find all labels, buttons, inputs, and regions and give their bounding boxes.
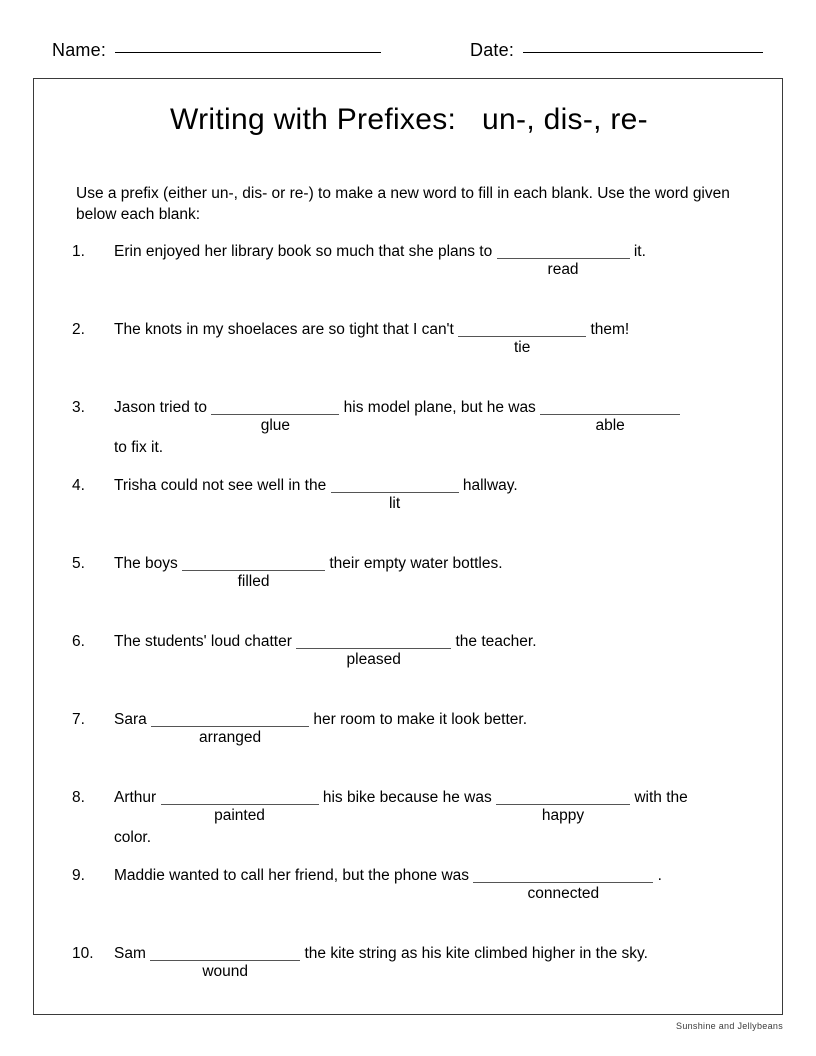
question-item: [34, 475, 784, 553]
answer-blank[interactable]: [473, 867, 653, 883]
question-item: [34, 241, 784, 319]
question-number: 1.: [72, 243, 85, 260]
hint-word: read: [547, 261, 579, 278]
answer-blank-group: [296, 631, 451, 668]
question-number: 7.: [72, 711, 85, 728]
question-item: [34, 709, 784, 787]
question-item: [34, 865, 784, 943]
question-line: [114, 867, 662, 902]
answer-blank-group: [182, 553, 325, 590]
question-text-after: .: [653, 867, 662, 884]
question-text-before: The students' loud chatter: [114, 633, 297, 650]
question-item: [34, 553, 784, 631]
hint-word: pleased: [346, 651, 401, 668]
date-label: Date:: [470, 40, 515, 60]
date-write-line[interactable]: [523, 52, 763, 53]
answer-blank-group-2: [496, 787, 630, 824]
question-text-after: his model plane, but he was: [339, 399, 541, 416]
question-body: [114, 709, 772, 746]
answer-blank[interactable]: [150, 945, 300, 961]
hint-word: arranged: [199, 729, 262, 746]
question-number: 10.: [72, 945, 94, 962]
answer-blank-group: [473, 865, 653, 902]
answer-blank-group: [497, 241, 630, 278]
question-item: [34, 787, 784, 865]
page-title: Writing with Prefixes: un-, dis-, re-: [170, 103, 648, 136]
hint-word: wound: [202, 963, 249, 980]
answer-blank[interactable]: [182, 555, 325, 571]
question-body: [114, 865, 772, 902]
answer-blank[interactable]: [211, 399, 339, 415]
question-line: [114, 711, 528, 746]
question-text-after: it.: [629, 243, 646, 260]
question-line: [114, 555, 503, 590]
answer-blank[interactable]: [540, 399, 680, 415]
name-label: Name:: [52, 40, 107, 60]
answer-blank-group: [150, 943, 300, 980]
question-body: [114, 943, 772, 980]
answer-blank[interactable]: [458, 321, 586, 337]
question-text-after: his bike because he was: [318, 789, 497, 806]
question-line: [114, 945, 648, 980]
question-text-before: The boys: [114, 555, 183, 572]
answer-blank[interactable]: [497, 243, 630, 259]
question-number: 2.: [72, 321, 85, 338]
question-text-before: Arthur: [114, 789, 161, 806]
answer-blank[interactable]: [296, 633, 451, 649]
question-item: [34, 631, 784, 709]
hint-word: lit: [388, 495, 401, 512]
question-text-after: her room to make it look better.: [309, 711, 528, 728]
hint-word: happy: [541, 807, 585, 824]
question-text-before: Jason tried to: [114, 399, 212, 416]
answer-blank-group: [211, 397, 339, 434]
question-text-before: Trisha could not see well in the: [114, 477, 331, 494]
question-item: [34, 319, 784, 397]
name-write-line[interactable]: [115, 52, 381, 53]
answer-blank-group: [458, 319, 586, 356]
question-line: [114, 243, 646, 278]
answer-blank-group: [331, 475, 459, 512]
hint-word: painted: [214, 807, 265, 824]
answer-blank[interactable]: [161, 789, 319, 805]
answer-blank[interactable]: [331, 477, 459, 493]
question-text-after: the teacher.: [451, 633, 537, 650]
question-text-before: Erin enjoyed her library book so much that she plans to: [114, 243, 497, 260]
question-text-after: them!: [586, 321, 630, 338]
question-second-line: to fix it.: [114, 439, 164, 456]
student-info-header: [0, 40, 816, 72]
question-body: [114, 631, 772, 668]
question-text-before: Sam: [114, 945, 151, 962]
question-number: 3.: [72, 399, 85, 416]
question-number: 9.: [72, 867, 85, 884]
question-item: [34, 397, 784, 475]
hint-word: glue: [260, 417, 291, 434]
question-number: 6.: [72, 633, 85, 650]
question-body: [114, 553, 772, 590]
question-item: [34, 943, 784, 1021]
instructions-text: Use a prefix (either un-, dis- or re-) to make a new word to fill in each blank. Use the word given below each blank:: [76, 185, 730, 223]
question-line: [114, 789, 688, 824]
question-line: [114, 477, 518, 512]
question-text-before: Maddie wanted to call her friend, but the phone was: [114, 867, 474, 884]
name-field-group: [52, 40, 381, 61]
answer-blank[interactable]: [496, 789, 630, 805]
question-number: 4.: [72, 477, 85, 494]
question-text-before: The knots in my shoelaces are so tight that I can't: [114, 321, 459, 338]
date-field-group: [470, 40, 763, 61]
question-body: [114, 319, 772, 356]
hint-word: connected: [527, 885, 600, 902]
question-text-after: their empty water bottles.: [325, 555, 503, 572]
question-list: [34, 241, 784, 1021]
footer-credit: Sunshine and Jellybeans: [676, 1021, 783, 1031]
question-line: [114, 633, 537, 668]
question-number: 8.: [72, 789, 85, 806]
answer-blank[interactable]: [151, 711, 309, 727]
answer-blank-group: [151, 709, 309, 746]
question-number: 5.: [72, 555, 85, 572]
worksheet-border-box: [33, 78, 783, 1015]
answer-blank-group: [161, 787, 319, 824]
question-body: [114, 787, 772, 848]
question-text-before: Sara: [114, 711, 152, 728]
hint-word: tie: [513, 339, 531, 356]
question-body: [114, 241, 772, 278]
question-text-after: hallway.: [458, 477, 518, 494]
question-line: [114, 399, 680, 434]
question-line: [114, 321, 630, 356]
question-text-after: the kite string as his kite climbed higher in the sky.: [300, 945, 648, 962]
hint-word: able: [595, 417, 625, 434]
question-body: [114, 397, 772, 458]
answer-blank-group-2: [540, 397, 680, 434]
question-text-after-2: with the: [630, 789, 688, 806]
hint-word: filled: [237, 573, 270, 590]
question-second-line: color.: [114, 829, 152, 846]
question-body: [114, 475, 772, 512]
